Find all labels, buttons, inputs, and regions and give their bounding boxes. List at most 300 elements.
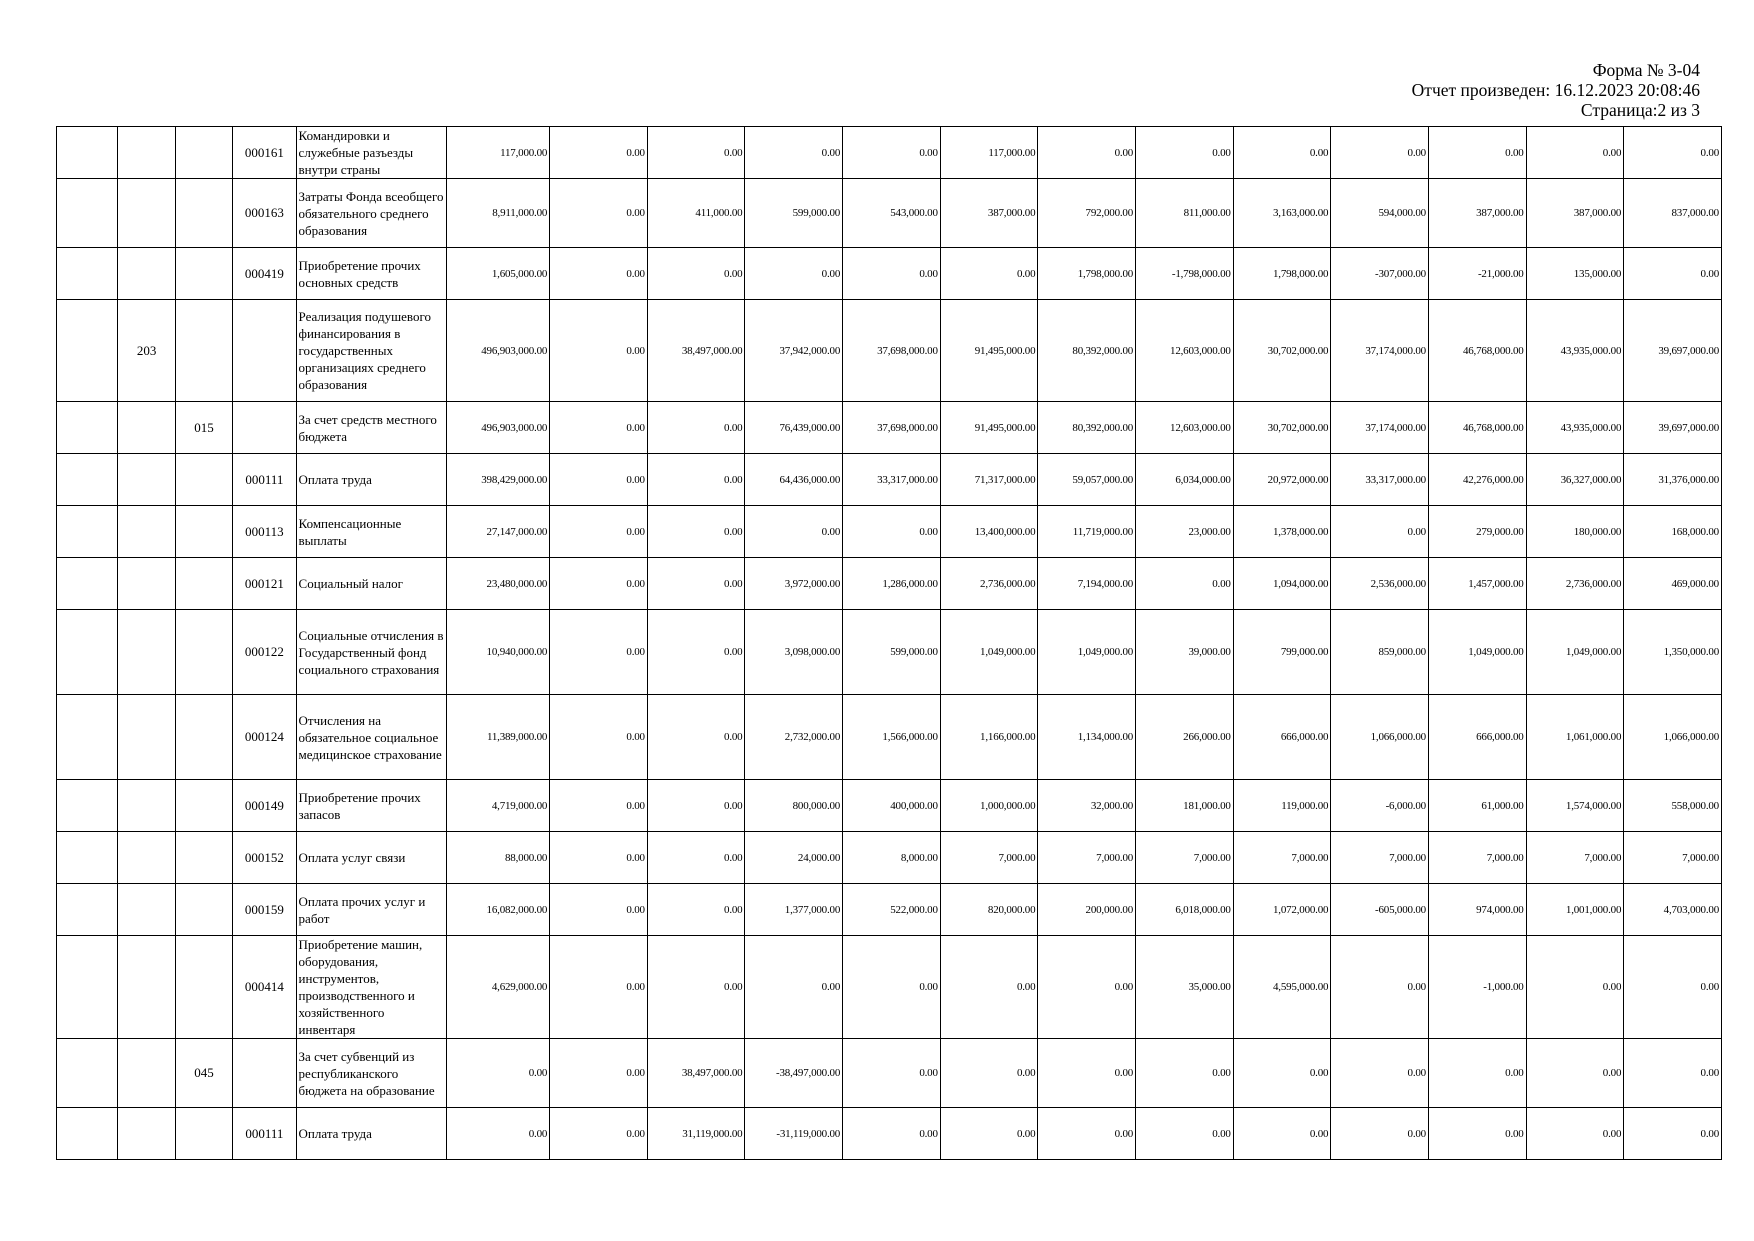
amount-cell: 496,903,000.00: [446, 300, 550, 402]
amount-cell: 12,603,000.00: [1136, 300, 1234, 402]
amount-cell: -307,000.00: [1331, 248, 1429, 300]
amount-cell: 1,049,000.00: [1526, 610, 1624, 695]
amount-cell: 387,000.00: [1428, 179, 1526, 248]
amount-cell: 859,000.00: [1331, 610, 1429, 695]
table-row: [57, 832, 1722, 884]
amount-cell: 0.00: [647, 506, 745, 558]
amount-cell: 3,098,000.00: [745, 610, 843, 695]
program-cell: [57, 558, 118, 610]
subprogram-cell: [118, 1039, 175, 1108]
specifics-code-cell: [233, 1039, 296, 1108]
amount-cell: 599,000.00: [745, 179, 843, 248]
amount-cell: 0.00: [446, 1108, 550, 1160]
amount-cell: 1,350,000.00: [1624, 610, 1722, 695]
amount-cell: 37,174,000.00: [1331, 402, 1429, 454]
table-row: [57, 1039, 1722, 1108]
amount-cell: -6,000.00: [1331, 780, 1429, 832]
amount-cell: 35,000.00: [1136, 936, 1234, 1039]
amount-cell: 37,174,000.00: [1331, 300, 1429, 402]
amount-cell: -38,497,000.00: [745, 1039, 843, 1108]
amount-cell: 522,000.00: [843, 884, 941, 936]
amount-cell: 0.00: [1331, 127, 1429, 179]
specifics-code-cell: 000113: [233, 506, 296, 558]
item-name-cell: Приобретение машин, оборудования, инструментов, производственного и хозяйственного инвентаря: [296, 936, 446, 1039]
table-row: [57, 1108, 1722, 1160]
amount-cell: 7,000.00: [1136, 832, 1234, 884]
amount-cell: 7,000.00: [1624, 832, 1722, 884]
amount-cell: 0.00: [1526, 1108, 1624, 1160]
amount-cell: 599,000.00: [843, 610, 941, 695]
subprogram-cell: [118, 248, 175, 300]
amount-cell: 811,000.00: [1136, 179, 1234, 248]
amount-cell: 0.00: [940, 936, 1038, 1039]
table-row: [57, 558, 1722, 610]
amount-cell: 0.00: [843, 248, 941, 300]
amount-cell: 7,000.00: [1233, 832, 1331, 884]
item-name-cell: Оплата труда: [296, 1108, 446, 1160]
amount-cell: 0.00: [1624, 127, 1722, 179]
specifics-code-cell: 000121: [233, 558, 296, 610]
amount-cell: 13,400,000.00: [940, 506, 1038, 558]
program-cell: [57, 884, 118, 936]
subprogram-cell: [118, 936, 175, 1039]
specifics-code-cell: 000122: [233, 610, 296, 695]
specifics-code-cell: 000124: [233, 695, 296, 780]
amount-cell: 0.00: [550, 248, 648, 300]
amount-cell: 0.00: [1624, 1108, 1722, 1160]
amount-cell: 0.00: [1624, 248, 1722, 300]
amount-cell: 0.00: [647, 884, 745, 936]
amount-cell: 0.00: [550, 454, 648, 506]
source-cell: [175, 832, 232, 884]
amount-cell: 37,698,000.00: [843, 300, 941, 402]
amount-cell: 80,392,000.00: [1038, 300, 1136, 402]
amount-cell: 0.00: [647, 832, 745, 884]
program-cell: [57, 179, 118, 248]
amount-cell: 0.00: [1526, 127, 1624, 179]
amount-cell: 0.00: [550, 1108, 648, 1160]
amount-cell: 1,798,000.00: [1038, 248, 1136, 300]
amount-cell: 6,034,000.00: [1136, 454, 1234, 506]
amount-cell: 39,697,000.00: [1624, 402, 1722, 454]
amount-cell: 7,194,000.00: [1038, 558, 1136, 610]
amount-cell: 0.00: [550, 558, 648, 610]
amount-cell: 46,768,000.00: [1428, 402, 1526, 454]
program-cell: [57, 1039, 118, 1108]
item-name-cell: За счет средств местного бюджета: [296, 402, 446, 454]
amount-cell: 0.00: [1233, 127, 1331, 179]
page-number: Страница:2 из 3: [1580, 100, 1700, 120]
amount-cell: 974,000.00: [1428, 884, 1526, 936]
amount-cell: 12,603,000.00: [1136, 402, 1234, 454]
amount-cell: 387,000.00: [940, 179, 1038, 248]
item-name-cell: Отчисления на обязательное социальное медицинское страхование: [296, 695, 446, 780]
subprogram-cell: [118, 780, 175, 832]
amount-cell: 411,000.00: [647, 179, 745, 248]
amount-cell: 71,317,000.00: [940, 454, 1038, 506]
table-row: [57, 179, 1722, 248]
amount-cell: 0.00: [940, 248, 1038, 300]
item-name-cell: Оплата труда: [296, 454, 446, 506]
amount-cell: 24,000.00: [745, 832, 843, 884]
amount-cell: 0.00: [647, 780, 745, 832]
amount-cell: 0.00: [1428, 127, 1526, 179]
amount-cell: 7,000.00: [1038, 832, 1136, 884]
amount-cell: 496,903,000.00: [446, 402, 550, 454]
amount-cell: 0.00: [1233, 1108, 1331, 1160]
amount-cell: 1,001,000.00: [1526, 884, 1624, 936]
amount-cell: -21,000.00: [1428, 248, 1526, 300]
specifics-code-cell: 000414: [233, 936, 296, 1039]
amount-cell: -31,119,000.00: [745, 1108, 843, 1160]
table-row: [57, 300, 1722, 402]
amount-cell: 135,000.00: [1526, 248, 1624, 300]
amount-cell: 11,389,000.00: [446, 695, 550, 780]
amount-cell: 2,732,000.00: [745, 695, 843, 780]
amount-cell: 91,495,000.00: [940, 402, 1038, 454]
program-cell: [57, 695, 118, 780]
item-name-cell: Компенсационные выплаты: [296, 506, 446, 558]
source-cell: 015: [175, 402, 232, 454]
amount-cell: 0.00: [843, 506, 941, 558]
amount-cell: 39,000.00: [1136, 610, 1234, 695]
amount-cell: 117,000.00: [446, 127, 550, 179]
table-row: [57, 695, 1722, 780]
amount-cell: 91,495,000.00: [940, 300, 1038, 402]
amount-cell: 266,000.00: [1136, 695, 1234, 780]
amount-cell: 2,736,000.00: [1526, 558, 1624, 610]
amount-cell: 0.00: [550, 695, 648, 780]
amount-cell: 0.00: [1526, 936, 1624, 1039]
amount-cell: 0.00: [550, 780, 648, 832]
amount-cell: 16,082,000.00: [446, 884, 550, 936]
table-row: [57, 127, 1722, 179]
item-name-cell: За счет субвенций из республиканского бюджета на образование: [296, 1039, 446, 1108]
amount-cell: 23,480,000.00: [446, 558, 550, 610]
amount-cell: 168,000.00: [1624, 506, 1722, 558]
item-name-cell: Реализация подушевого финансирования в государственных организациях среднего образования: [296, 300, 446, 402]
amount-cell: 4,719,000.00: [446, 780, 550, 832]
amount-cell: 0.00: [1428, 1108, 1526, 1160]
program-cell: [57, 127, 118, 179]
amount-cell: 799,000.00: [1233, 610, 1331, 695]
amount-cell: 0.00: [1136, 558, 1234, 610]
amount-cell: 181,000.00: [1136, 780, 1234, 832]
amount-cell: 0.00: [1136, 127, 1234, 179]
specifics-code-cell: [233, 300, 296, 402]
amount-cell: 0.00: [843, 1039, 941, 1108]
report-header: [1412, 60, 1700, 120]
amount-cell: 30,702,000.00: [1233, 300, 1331, 402]
amount-cell: 0.00: [1331, 1108, 1429, 1160]
amount-cell: 0.00: [1624, 936, 1722, 1039]
source-cell: [175, 248, 232, 300]
subprogram-cell: 203: [118, 300, 175, 402]
amount-cell: 0.00: [1331, 506, 1429, 558]
amount-cell: 8,000.00: [843, 832, 941, 884]
amount-cell: 1,072,000.00: [1233, 884, 1331, 936]
amount-cell: 0.00: [647, 558, 745, 610]
amount-cell: 837,000.00: [1624, 179, 1722, 248]
program-cell: [57, 248, 118, 300]
source-cell: [175, 454, 232, 506]
amount-cell: 0.00: [843, 936, 941, 1039]
amount-cell: 0.00: [1331, 936, 1429, 1039]
amount-cell: 0.00: [647, 402, 745, 454]
amount-cell: 23,000.00: [1136, 506, 1234, 558]
amount-cell: 0.00: [647, 610, 745, 695]
table-row: [57, 248, 1722, 300]
amount-cell: 4,629,000.00: [446, 936, 550, 1039]
amount-cell: 32,000.00: [1038, 780, 1136, 832]
subprogram-cell: [118, 179, 175, 248]
amount-cell: 0.00: [745, 506, 843, 558]
amount-cell: 800,000.00: [745, 780, 843, 832]
amount-cell: 117,000.00: [940, 127, 1038, 179]
source-cell: [175, 127, 232, 179]
amount-cell: 38,497,000.00: [647, 300, 745, 402]
amount-cell: 0.00: [550, 179, 648, 248]
amount-cell: 1,000,000.00: [940, 780, 1038, 832]
amount-cell: 0.00: [647, 936, 745, 1039]
amount-cell: 4,595,000.00: [1233, 936, 1331, 1039]
amount-cell: 31,376,000.00: [1624, 454, 1722, 506]
item-name-cell: Командировки и служебные разъезды внутри страны: [296, 127, 446, 179]
amount-cell: 0.00: [843, 127, 941, 179]
specifics-code-cell: 000419: [233, 248, 296, 300]
amount-cell: 0.00: [550, 1039, 648, 1108]
amount-cell: 42,276,000.00: [1428, 454, 1526, 506]
item-name-cell: Приобретение прочих запасов: [296, 780, 446, 832]
amount-cell: 7,000.00: [1428, 832, 1526, 884]
amount-cell: 10,940,000.00: [446, 610, 550, 695]
amount-cell: 820,000.00: [940, 884, 1038, 936]
amount-cell: 398,429,000.00: [446, 454, 550, 506]
amount-cell: 387,000.00: [1526, 179, 1624, 248]
amount-cell: 2,536,000.00: [1331, 558, 1429, 610]
amount-cell: 39,697,000.00: [1624, 300, 1722, 402]
amount-cell: 0.00: [647, 127, 745, 179]
amount-cell: 43,935,000.00: [1526, 402, 1624, 454]
form-number: Форма № 3-04: [1592, 60, 1700, 80]
amount-cell: 0.00: [550, 506, 648, 558]
amount-cell: 0.00: [1038, 127, 1136, 179]
amount-cell: 3,972,000.00: [745, 558, 843, 610]
amount-cell: 36,327,000.00: [1526, 454, 1624, 506]
program-cell: [57, 1108, 118, 1160]
amount-cell: 1,049,000.00: [940, 610, 1038, 695]
amount-cell: 37,698,000.00: [843, 402, 941, 454]
amount-cell: 0.00: [1038, 1108, 1136, 1160]
amount-cell: 46,768,000.00: [1428, 300, 1526, 402]
amount-cell: 76,439,000.00: [745, 402, 843, 454]
amount-cell: 8,911,000.00: [446, 179, 550, 248]
amount-cell: 0.00: [1526, 1039, 1624, 1108]
amount-cell: -605,000.00: [1331, 884, 1429, 936]
amount-cell: 1,166,000.00: [940, 695, 1038, 780]
source-cell: [175, 884, 232, 936]
amount-cell: 400,000.00: [843, 780, 941, 832]
amount-cell: 4,703,000.00: [1624, 884, 1722, 936]
amount-cell: 64,436,000.00: [745, 454, 843, 506]
source-cell: [175, 936, 232, 1039]
amount-cell: 11,719,000.00: [1038, 506, 1136, 558]
program-cell: [57, 506, 118, 558]
amount-cell: 33,317,000.00: [1331, 454, 1429, 506]
amount-cell: 30,702,000.00: [1233, 402, 1331, 454]
amount-cell: 1,049,000.00: [1428, 610, 1526, 695]
source-cell: [175, 695, 232, 780]
specifics-code-cell: 000161: [233, 127, 296, 179]
amount-cell: 61,000.00: [1428, 780, 1526, 832]
amount-cell: 200,000.00: [1038, 884, 1136, 936]
table-row: [57, 610, 1722, 695]
item-name-cell: Социальный налог: [296, 558, 446, 610]
amount-cell: 6,018,000.00: [1136, 884, 1234, 936]
amount-cell: 0.00: [745, 127, 843, 179]
amount-cell: 1,378,000.00: [1233, 506, 1331, 558]
table-row: [57, 936, 1722, 1039]
amount-cell: 27,147,000.00: [446, 506, 550, 558]
amount-cell: 31,119,000.00: [647, 1108, 745, 1160]
amount-cell: 119,000.00: [1233, 780, 1331, 832]
amount-cell: 0.00: [550, 402, 648, 454]
subprogram-cell: [118, 610, 175, 695]
amount-cell: 1,094,000.00: [1233, 558, 1331, 610]
amount-cell: 543,000.00: [843, 179, 941, 248]
amount-cell: 558,000.00: [1624, 780, 1722, 832]
amount-cell: 0.00: [550, 300, 648, 402]
amount-cell: 0.00: [550, 127, 648, 179]
table-row: [57, 402, 1722, 454]
specifics-code-cell: 000111: [233, 454, 296, 506]
amount-cell: 0.00: [1038, 936, 1136, 1039]
amount-cell: 0.00: [843, 1108, 941, 1160]
amount-cell: 1,377,000.00: [745, 884, 843, 936]
amount-cell: 1,134,000.00: [1038, 695, 1136, 780]
source-cell: [175, 1108, 232, 1160]
amount-cell: 0.00: [446, 1039, 550, 1108]
subprogram-cell: [118, 558, 175, 610]
specifics-code-cell: 000152: [233, 832, 296, 884]
specifics-code-cell: 000159: [233, 884, 296, 936]
amount-cell: 37,942,000.00: [745, 300, 843, 402]
program-cell: [57, 780, 118, 832]
amount-cell: 38,497,000.00: [647, 1039, 745, 1108]
table-row: [57, 506, 1722, 558]
amount-cell: 0.00: [1428, 1039, 1526, 1108]
amount-cell: 1,605,000.00: [446, 248, 550, 300]
amount-cell: 0.00: [1331, 1039, 1429, 1108]
amount-cell: 1,066,000.00: [1624, 695, 1722, 780]
program-cell: [57, 402, 118, 454]
amount-cell: 59,057,000.00: [1038, 454, 1136, 506]
item-name-cell: Затраты Фонда всеобщего обязательного среднего образования: [296, 179, 446, 248]
amount-cell: 0.00: [647, 695, 745, 780]
amount-cell: 0.00: [550, 884, 648, 936]
program-cell: [57, 936, 118, 1039]
specifics-code-cell: 000111: [233, 1108, 296, 1160]
amount-cell: 0.00: [550, 610, 648, 695]
amount-cell: 792,000.00: [1038, 179, 1136, 248]
amount-cell: 0.00: [1038, 1039, 1136, 1108]
amount-cell: 33,317,000.00: [843, 454, 941, 506]
amount-cell: 0.00: [1624, 1039, 1722, 1108]
amount-cell: 0.00: [940, 1108, 1038, 1160]
amount-cell: 1,457,000.00: [1428, 558, 1526, 610]
subprogram-cell: [118, 884, 175, 936]
amount-cell: 1,049,000.00: [1038, 610, 1136, 695]
source-cell: [175, 610, 232, 695]
specifics-code-cell: 000149: [233, 780, 296, 832]
amount-cell: 0.00: [745, 248, 843, 300]
amount-cell: 0.00: [745, 936, 843, 1039]
amount-cell: -1,000.00: [1428, 936, 1526, 1039]
item-name-cell: Оплата услуг связи: [296, 832, 446, 884]
report-produced-date: Отчет произведен: 16.12.2023 20:08:46: [1411, 80, 1700, 100]
amount-cell: 279,000.00: [1428, 506, 1526, 558]
source-cell: [175, 506, 232, 558]
amount-cell: 0.00: [1136, 1039, 1234, 1108]
amount-cell: 0.00: [647, 454, 745, 506]
amount-cell: 469,000.00: [1624, 558, 1722, 610]
program-cell: [57, 300, 118, 402]
amount-cell: 88,000.00: [446, 832, 550, 884]
amount-cell: 666,000.00: [1233, 695, 1331, 780]
table-row: [57, 884, 1722, 936]
amount-cell: 1,061,000.00: [1526, 695, 1624, 780]
amount-cell: 0.00: [1233, 1039, 1331, 1108]
amount-cell: 0.00: [940, 1039, 1038, 1108]
program-cell: [57, 832, 118, 884]
subprogram-cell: [118, 832, 175, 884]
subprogram-cell: [118, 695, 175, 780]
amount-cell: 180,000.00: [1526, 506, 1624, 558]
program-cell: [57, 454, 118, 506]
subprogram-cell: [118, 506, 175, 558]
amount-cell: 1,286,000.00: [843, 558, 941, 610]
amount-cell: 0.00: [550, 832, 648, 884]
amount-cell: 7,000.00: [1331, 832, 1429, 884]
amount-cell: -1,798,000.00: [1136, 248, 1234, 300]
item-name-cell: Социальные отчисления в Государственный фонд социального страхования: [296, 610, 446, 695]
amount-cell: 7,000.00: [940, 832, 1038, 884]
amount-cell: 0.00: [550, 936, 648, 1039]
source-cell: [175, 300, 232, 402]
source-cell: 045: [175, 1039, 232, 1108]
amount-cell: 0.00: [1136, 1108, 1234, 1160]
subprogram-cell: [118, 454, 175, 506]
amount-cell: 80,392,000.00: [1038, 402, 1136, 454]
specifics-code-cell: 000163: [233, 179, 296, 248]
amount-cell: 43,935,000.00: [1526, 300, 1624, 402]
amount-cell: 594,000.00: [1331, 179, 1429, 248]
source-cell: [175, 780, 232, 832]
amount-cell: 1,798,000.00: [1233, 248, 1331, 300]
item-name-cell: Оплата прочих услуг и работ: [296, 884, 446, 936]
program-cell: [57, 610, 118, 695]
specifics-code-cell: [233, 402, 296, 454]
table-row: [57, 454, 1722, 506]
amount-cell: 3,163,000.00: [1233, 179, 1331, 248]
subprogram-cell: [118, 1108, 175, 1160]
amount-cell: 20,972,000.00: [1233, 454, 1331, 506]
table-row: [57, 780, 1722, 832]
amount-cell: 7,000.00: [1526, 832, 1624, 884]
source-cell: [175, 558, 232, 610]
amount-cell: 1,066,000.00: [1331, 695, 1429, 780]
item-name-cell: Приобретение прочих основных средств: [296, 248, 446, 300]
